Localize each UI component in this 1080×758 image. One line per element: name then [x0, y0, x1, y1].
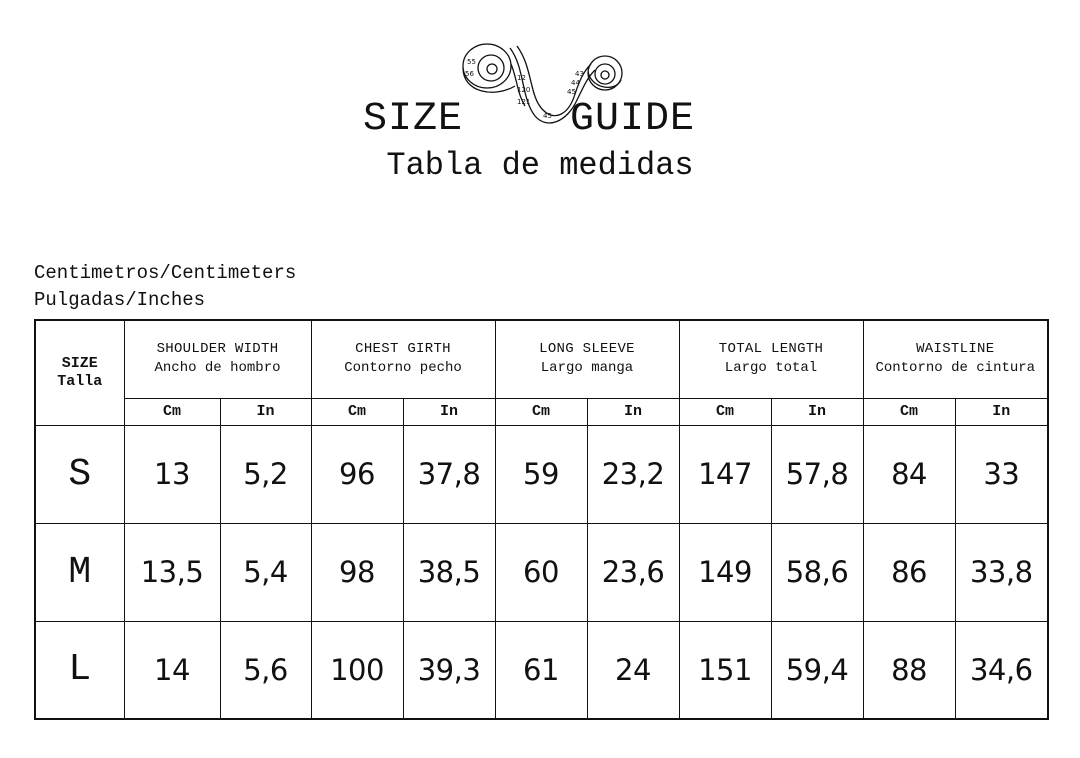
- size-label: L: [35, 621, 124, 719]
- chest-cm-cell: 100: [311, 621, 403, 719]
- unit-in-label: In: [587, 398, 679, 425]
- shoulder-cm-cell: 14: [124, 621, 220, 719]
- unit-cm-label: Cm: [679, 398, 771, 425]
- column-header-en: LONG SLEEVE: [539, 341, 635, 358]
- length-in-cell: 58,6: [771, 523, 863, 621]
- column-header-es: Largo manga: [540, 360, 634, 377]
- chest-in-cell: 39,3: [403, 621, 495, 719]
- size-header-en: SIZE: [61, 354, 98, 372]
- length-in-cell: 57,8: [771, 425, 863, 523]
- sleeve-cm-cell: 59: [495, 425, 587, 523]
- waist-in-cell: 34,6: [955, 621, 1048, 719]
- column-header-en: TOTAL LENGTH: [718, 341, 824, 358]
- tape-number: 45: [543, 112, 552, 120]
- waist-cm-cell: 86: [863, 523, 955, 621]
- column-header-length: [679, 320, 863, 398]
- table-header-row: [35, 320, 1048, 398]
- tape-number: 43: [575, 70, 584, 78]
- length-cm-cell: 149: [679, 523, 771, 621]
- chest-cm-cell: 96: [311, 425, 403, 523]
- column-header-es: Contorno pecho: [344, 360, 462, 377]
- waist-in-cell: 33,8: [955, 523, 1048, 621]
- unit-in-label: In: [220, 398, 311, 425]
- column-header-es: Ancho de hombro: [154, 360, 281, 377]
- waist-in-cell: 33: [955, 425, 1048, 523]
- sleeve-cm-cell: 60: [495, 523, 587, 621]
- size-label: M: [35, 523, 124, 621]
- column-header-sleeve: [495, 320, 679, 398]
- column-header-en: CHEST GIRTH: [355, 341, 451, 358]
- chest-in-cell: 37,8: [403, 425, 495, 523]
- unit-in-label: In: [771, 398, 863, 425]
- unit-cm-label: Cm: [495, 398, 587, 425]
- column-header-shoulder: [124, 320, 311, 398]
- units-note-cm: Centimetros/Centimeters: [34, 262, 297, 284]
- tape-number: 55: [467, 58, 476, 66]
- units-note: [34, 260, 296, 314]
- tape-number: 120: [517, 86, 531, 94]
- length-cm-cell: 147: [679, 425, 771, 523]
- title-size-word: SIZE: [363, 97, 464, 142]
- waist-cm-cell: 84: [863, 425, 955, 523]
- table-row-s: [35, 425, 1048, 523]
- unit-in-label: In: [403, 398, 495, 425]
- unit-cm-label: Cm: [124, 398, 220, 425]
- shoulder-cm-cell: 13: [124, 425, 220, 523]
- tape-number: 56: [465, 70, 474, 78]
- tape-number: 45: [567, 88, 576, 96]
- unit-in-label: In: [955, 398, 1048, 425]
- sleeve-in-cell: 23,2: [587, 425, 679, 523]
- size-header-es: Talla: [57, 372, 103, 390]
- tape-number: 44: [571, 79, 580, 87]
- shoulder-cm-cell: 13,5: [124, 523, 220, 621]
- sleeve-in-cell: 24: [587, 621, 679, 719]
- unit-cm-label: Cm: [311, 398, 403, 425]
- length-cm-cell: 151: [679, 621, 771, 719]
- tape-number: 121: [517, 98, 531, 106]
- unit-header-row: [35, 398, 1048, 425]
- column-header-es: Contorno de cintura: [875, 360, 1036, 377]
- shoulder-in-cell: 5,2: [220, 425, 311, 523]
- size-chart-table: [34, 319, 1049, 720]
- table-row-m: [35, 523, 1048, 621]
- page-subtitle: Tabla de medidas: [386, 147, 694, 184]
- shoulder-in-cell: 5,6: [220, 621, 311, 719]
- unit-cm-label: Cm: [863, 398, 955, 425]
- page-header: [0, 0, 1080, 200]
- sleeve-in-cell: 23,6: [587, 523, 679, 621]
- column-header-en: SHOULDER WIDTH: [156, 341, 279, 358]
- column-header-en: WAISTLINE: [916, 341, 995, 358]
- column-header-chest: [311, 320, 495, 398]
- units-note-in: Pulgadas/Inches: [34, 289, 206, 311]
- size-label: S: [35, 425, 124, 523]
- size-column-header: [35, 320, 124, 425]
- chest-in-cell: 38,5: [403, 523, 495, 621]
- tape-number: 12: [517, 74, 526, 82]
- chest-cm-cell: 98: [311, 523, 403, 621]
- column-header-waist: [863, 320, 1048, 398]
- sleeve-cm-cell: 61: [495, 621, 587, 719]
- waist-cm-cell: 88: [863, 621, 955, 719]
- shoulder-in-cell: 5,4: [220, 523, 311, 621]
- column-header-es: Largo total: [724, 360, 818, 377]
- table-row-l: [35, 621, 1048, 719]
- title-guide-word: GUIDE: [570, 97, 696, 142]
- length-in-cell: 59,4: [771, 621, 863, 719]
